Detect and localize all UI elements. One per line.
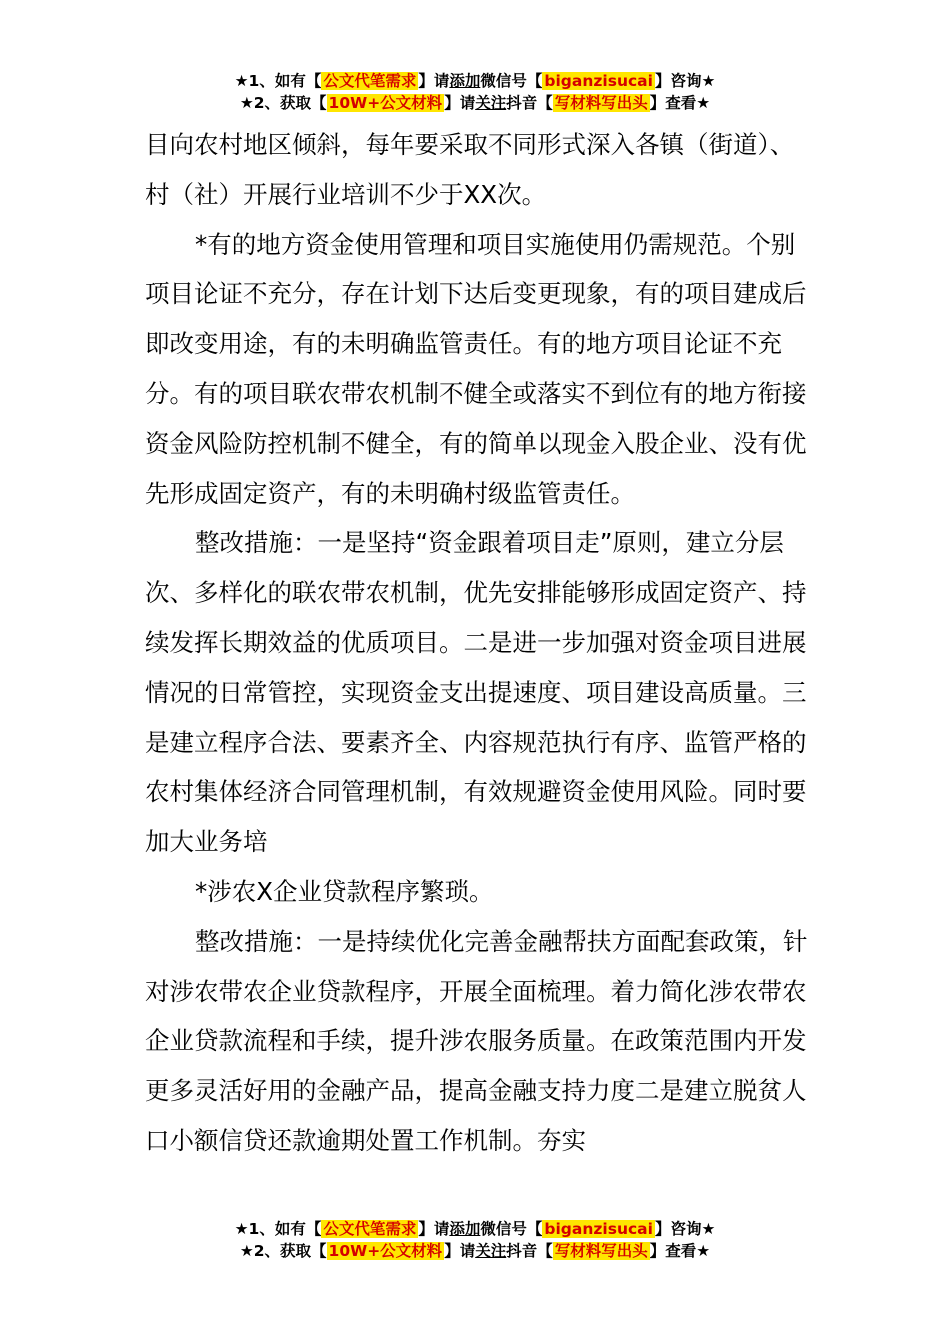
highlight-douyin-account: 写材料写出头 — [554, 1242, 648, 1260]
highlight-wechat-id: biganzisucai — [544, 72, 653, 90]
paragraph-issue-loans: *涉农X企业贷款程序繁琐。 — [195, 876, 494, 906]
banner-line-1: ★1、如有【 公文代笔需求 】请添加微信号【 biganzisucai 】咨询★ — [234, 72, 716, 90]
paragraph-measures-funds: 整改措施：一是坚持“资金跟着项目走”原则，建立分层次、多样化的联农带农机制，优先安排能够形成固定资产、持续发挥长期效益的优质项目。二是进一步加强对资金项目进展情况的日常管控，实现资金支出提速度、项目建设高质量。三是建立程序合法、要素齐全、内容规范执行有序、监管严格的农村集体经济合同管理机制，有效规避资金使用风险。同时要加大业务培 — [145, 528, 807, 857]
header-banner — [0, 70, 950, 114]
banner-line-2: ★2、获取【 10W+公文材料 】请关注抖音【 写材料写出头 】查看★ — [239, 1242, 711, 1260]
banner-line-2: ★2、获取【 10W+公文材料 】请关注抖音【 写材料写出头 】查看★ — [239, 94, 711, 112]
highlight-materials: 10W+公文材料 — [328, 94, 443, 112]
highlight-materials: 10W+公文材料 — [328, 1242, 443, 1260]
document-body — [145, 120, 810, 1166]
highlight-wechat-id: biganzisucai — [544, 1220, 653, 1238]
banner-line-1: ★1、如有【 公文代笔需求 】请添加微信号【 biganzisucai 】咨询★ — [234, 1220, 716, 1238]
highlight-service: 公文代笔需求 — [323, 72, 417, 90]
highlight-douyin-account: 写材料写出头 — [554, 94, 648, 112]
paragraph-measures-loans: 整改措施：一是持续优化完善金融帮扶方面配套政策，针对涉农带农企业贷款程序，开展全面梳理。着力简化涉农带农企业贷款流程和手续，提升涉农服务质量。在政策范围内开发更多灵活好用的金融产品，提高金融支持力度二是建立脱贫人口小额信贷还款逾期处置工作机制。夯实 — [145, 926, 808, 1155]
footer-banner — [0, 1218, 950, 1262]
highlight-service: 公文代笔需求 — [323, 1220, 417, 1238]
paragraph-continuation: 目向农村地区倾斜，每年要采取不同形式深入各镇（街道）、村（社）开展行业培训不少于XX次。 — [145, 130, 795, 209]
paragraph-issue-funds: *有的地方资金使用管理和项目实施使用仍需规范。个别项目论证不充分，存在计划下达后变更现象，有的项目建成后即改变用途，有的未明确监管责任。有的地方项目论证不充分。有的项目联农带农机制不健全或落实不到位有的地方衔接资金风险防控机制不健全，有的简单以现金入股企业、没有优先形成固定资产，有的未明确村级监管责任。 — [145, 229, 807, 508]
